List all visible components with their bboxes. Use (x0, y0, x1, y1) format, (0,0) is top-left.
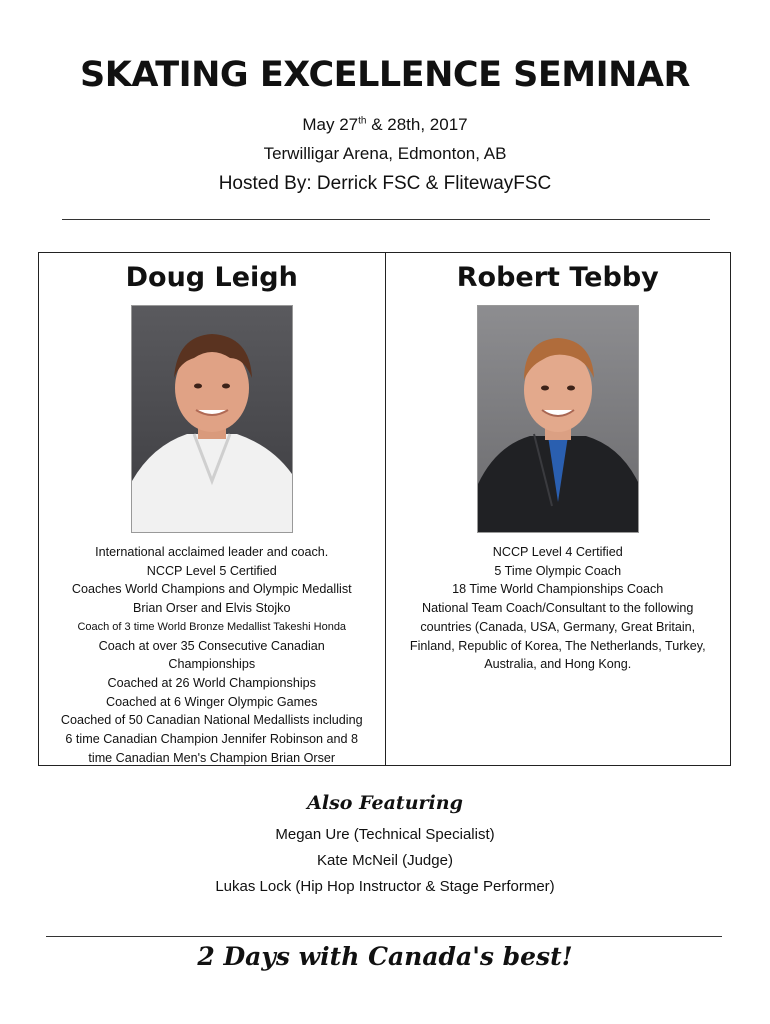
credential-line: International acclaimed leader and coach. (95, 545, 329, 559)
footer-divider (46, 936, 722, 937)
credential-line: Coached at 26 World Championships (107, 675, 316, 690)
featured-person: Kate McNeil (Judge) (317, 852, 453, 869)
credential-line: Australia, and Hong Kong. (484, 657, 632, 672)
credential-line: Coach of 3 time World Bronze Medallist Takeshi Honda (77, 620, 347, 633)
event-date-superscript: th (358, 115, 367, 127)
credential-line: NCCP Level 4 Certified (492, 545, 623, 559)
featured-person: Megan Ure (Technical Specialist) (275, 826, 495, 843)
credential-line: Coached at 6 Winger Olympic Games (106, 694, 318, 709)
event-date (0, 115, 770, 135)
coaches-table (38, 252, 731, 766)
credential-line: Finland, Republic of Korea, The Netherlands, Turkey, (409, 638, 706, 653)
coach-name: Doug Leigh (125, 262, 298, 293)
credential-line: 5 Time Olympic Coach (494, 563, 622, 578)
event-date-suffix: & 28th, 2017 (366, 115, 468, 134)
credential-line: 6 time Canadian Champion Jennifer Robinson and 8 (65, 732, 359, 747)
coach-credentials (390, 543, 727, 674)
also-featuring-heading: Also Featuring (307, 792, 463, 814)
credential-line: Coach at over 35 Consecutive Canadian (98, 638, 325, 653)
credential-line: Coached of 50 Canadian National Medallists including (60, 713, 363, 728)
credential-line: National Team Coach/Consultant to the following (422, 601, 694, 616)
page-title: SKATING EXCELLENCE SEMINAR (80, 55, 690, 95)
tagline: 2 Days with Canada's best! (197, 942, 573, 971)
coach-card-doug-leigh (39, 253, 385, 765)
header-divider (62, 219, 710, 220)
credential-line: time Canadian Men's Champion Brian Orser (88, 750, 336, 765)
coach-card-robert-tebby (385, 253, 731, 765)
event-venue: Terwilligar Arena, Edmonton, AB (263, 144, 507, 163)
credential-line: 18 Time World Championships Coach (452, 582, 664, 597)
credential-line: Brian Orser and Elvis Stojko (133, 601, 291, 616)
featured-person: Lukas Lock (Hip Hop Instructor & Stage Performer) (215, 878, 555, 895)
credential-line: Coaches World Champions and Olympic Medallist (71, 582, 352, 597)
event-date-prefix: May 27 (302, 115, 359, 134)
credential-line: Championships (168, 657, 256, 672)
coach-photo-robert-tebby (477, 305, 639, 533)
credential-line: countries (Canada, USA, Germany, Great Britain, (420, 619, 696, 634)
credential-line: NCCP Level 5 Certified (146, 563, 277, 578)
coach-credentials (43, 543, 381, 767)
coach-name: Robert Tebby (456, 262, 659, 293)
hosted-by: Hosted By: Derrick FSC & FlitewayFSC (218, 173, 552, 194)
coach-photo-doug-leigh (131, 305, 293, 533)
